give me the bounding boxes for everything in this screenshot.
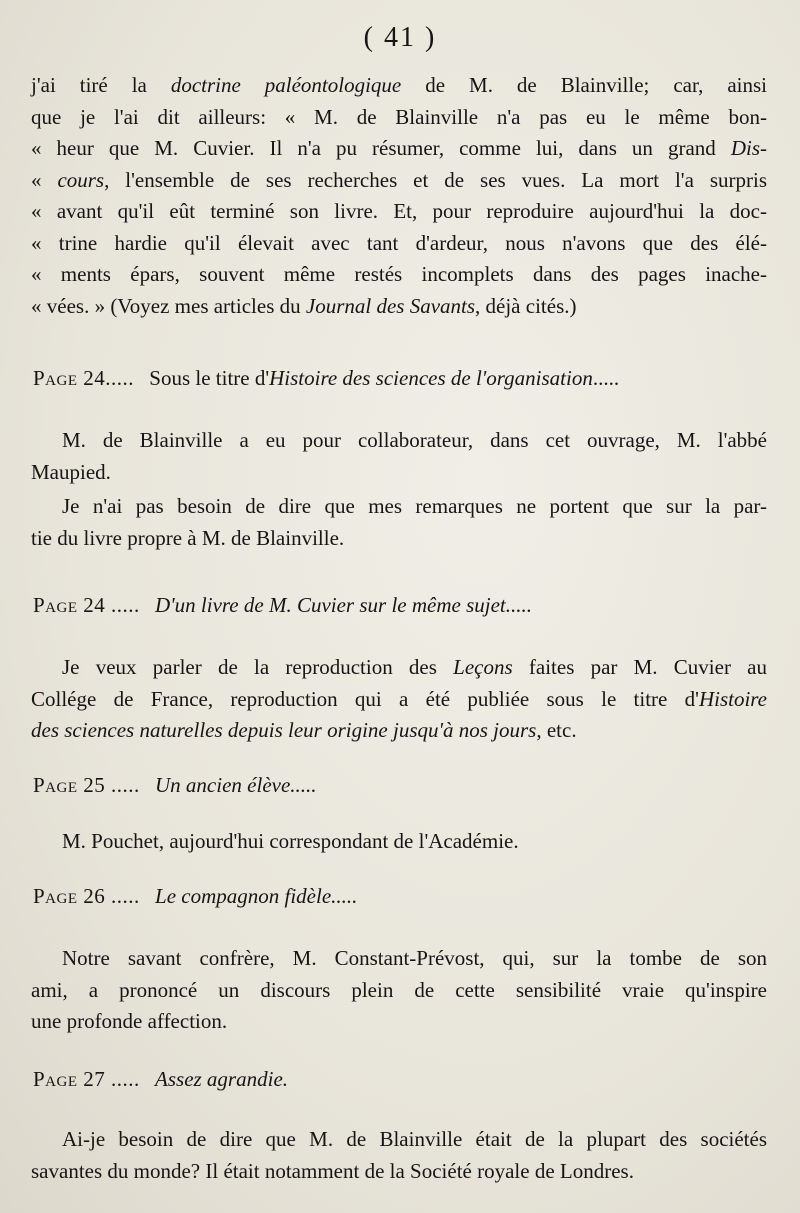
note-heading: [33, 884, 357, 909]
note-reference: D'un livre de M. Cuvier sur le même sujet.....: [155, 593, 532, 617]
note-reference: Un ancien élève.....: [155, 773, 317, 797]
text-line: « vées. » (Voyez mes articles du Journal des Savants, déjà cités.): [31, 293, 577, 318]
page-reference: Page 24.....: [33, 366, 135, 390]
text-line: Je n'ai pas besoin de dire que mes remarques ne portent que sur la par-: [62, 494, 767, 518]
text-line: M. de Blainville a eu pour collaborateur, dans cet ouvrage, M. l'abbé: [62, 428, 767, 452]
note-heading: [33, 1067, 288, 1092]
note-heading: [33, 773, 317, 798]
note-paragraph: [31, 652, 767, 747]
text-line: Maupied.: [31, 459, 111, 484]
note-paragraph: [31, 826, 767, 858]
text-line: Notre savant confrère, M. Constant-Prévost, qui, sur la tombe de son: [62, 946, 767, 970]
note-reference: Assez agrandie.: [155, 1067, 289, 1091]
text-line: tie du livre propre à M. de Blainville.: [31, 525, 345, 550]
text-line: ami, a prononcé un discours plein de cette sensibilité vraie qu'inspire: [31, 977, 767, 1002]
text-line: « ments épars, souvent même restés incomplets dans des pages inache-: [31, 262, 767, 286]
text-line: Collége de France, reproduction qui a été publiée sous le titre d'Histoire: [31, 686, 767, 711]
text-line: que je l'ai dit ailleurs: « M. de Blainville n'a pas eu le même bon-: [31, 104, 767, 129]
text-line: j'ai tiré la doctrine paléontologique de M. de Blainville; car, ainsi: [31, 73, 767, 97]
page-number: ( 41 ): [363, 22, 437, 53]
note-paragraph: [31, 491, 767, 554]
text-line: « cours, l'ensemble de ses recherches et de ses vues. La mort l'a surpris: [31, 167, 767, 192]
text-line: savantes du monde? Il était notamment de la Société royale de Londres.: [31, 1158, 634, 1183]
page-reference: Page 24 .....: [33, 593, 140, 617]
note-paragraph: [31, 943, 767, 1038]
text-line: une profonde affection.: [31, 1009, 228, 1033]
note-paragraph: [31, 425, 767, 488]
text-line: « heur que M. Cuvier. Il n'a pu résumer, comme lui, dans un grand Dis-: [31, 136, 767, 160]
text-line: M. Pouchet, aujourd'hui correspondant de l'Académie.: [62, 829, 519, 853]
note-reference: Sous le titre d'Histoire des sciences de l'organisation.....: [149, 366, 620, 390]
text-line: « avant qu'il eût terminé son livre. Et, pour reproduire aujourd'hui la doc-: [31, 199, 767, 223]
note-heading: [33, 366, 619, 391]
intro-paragraph: [31, 70, 767, 322]
text-line: « trine hardie qu'il élevait avec tant d'ardeur, nous n'avons que des élé-: [31, 230, 767, 255]
note-reference: Le compagnon fidèle.....: [155, 884, 358, 908]
note-heading: [33, 593, 532, 618]
page-reference: Page 26 .....: [33, 884, 140, 908]
text-line: Ai-je besoin de dire que M. de Blainville était de la plupart des sociétés: [62, 1127, 767, 1151]
text-line: des sciences naturelles depuis leur origine jusqu'à nos jours, etc.: [31, 718, 577, 742]
page-reference: Page 27 .....: [33, 1067, 140, 1091]
note-paragraph: [31, 1124, 767, 1187]
text-line: Je veux parler de la reproduction des Leçons faites par M. Cuvier au: [62, 655, 767, 679]
page-reference: Page 25 .....: [33, 773, 140, 797]
